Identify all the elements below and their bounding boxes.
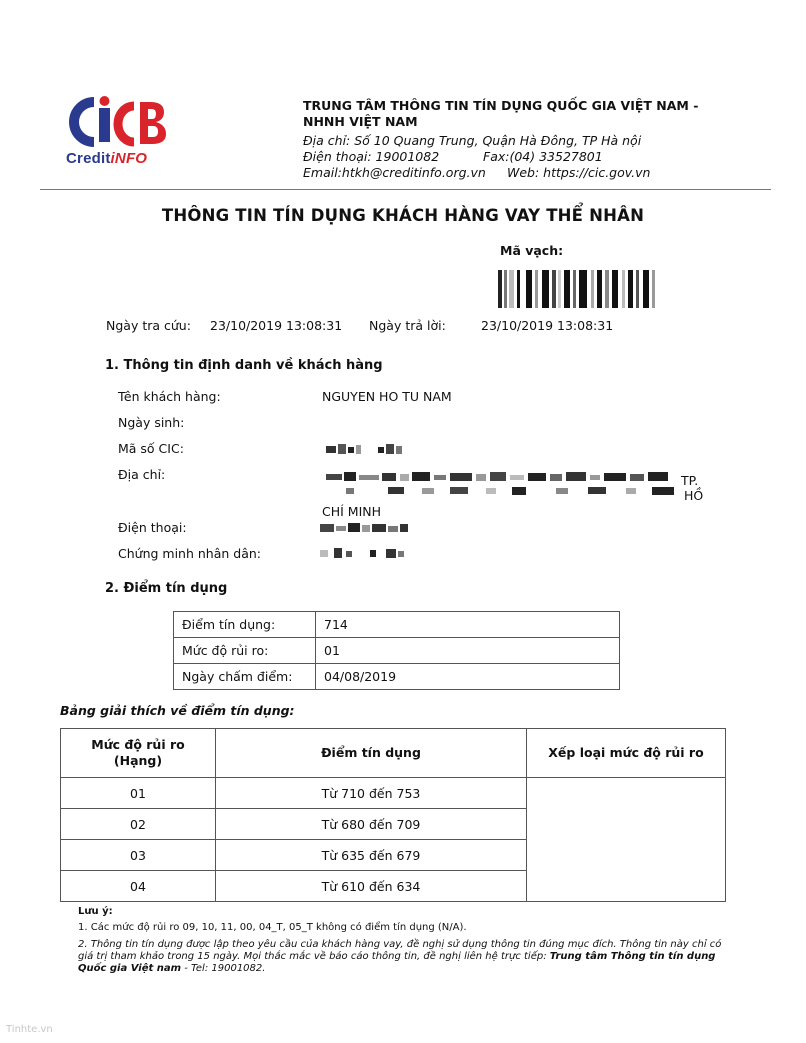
org-web: Web: https://cic.gov.vn [507,165,651,180]
header-risk-class: Xếp loại mức độ rủi ro [527,729,726,778]
address-redacted [326,472,676,498]
legend-range: Từ 635 đến 679 [216,840,527,871]
score-date-value: 04/08/2019 [316,664,620,690]
risk-level-value: 01 [316,638,620,664]
legend-level: 01 [61,778,216,809]
watermark: Tinhte.vn [6,1024,53,1035]
org-fax: Fax:(04) 33527801 [483,149,603,164]
address-tail-1: TP. [681,473,699,488]
address-tail-2: HỒ [684,488,704,503]
address-tail-3: CHÍ MINH [322,504,382,519]
legend-range: Từ 680 đến 709 [216,809,527,840]
lookup-date-value: 23/10/2019 13:08:31 [210,318,343,333]
legend-risk-class-cell [527,778,726,902]
legend-level: 04 [61,871,216,902]
header-score: Điểm tín dụng [216,729,527,778]
legend-table [60,728,726,902]
barcode [498,270,656,308]
id-card-label: Chứng minh nhân dân: [118,546,261,561]
cic-code-redacted [326,444,416,456]
risk-level-label: Mức độ rủi ro: [174,638,316,664]
reply-date-label: Ngày trả lời: [369,318,446,333]
section-identity-title: 1. Thông tin định danh về khách hàng [105,358,383,373]
table-row [174,612,620,638]
header-risk-level: Mức độ rủi ro (Hạng) [61,729,216,778]
lookup-date-label: Ngày tra cứu: [106,318,191,333]
section-score-title: 2. Điểm tín dụng [105,581,228,596]
table-row [174,638,620,664]
note-2-org: Trung tâm Thông tin tín dụng Quốc gia Việt nam [78,951,716,974]
score-table [173,611,620,690]
legend-range: Từ 610 đến 634 [216,871,527,902]
customer-name-label: Tên khách hàng: [118,389,221,404]
org-phone: Điện thoại: 19001082 [303,149,440,164]
score-value: 714 [316,612,620,638]
org-address: Địa chỉ: Số 10 Quang Trung, Quận Hà Đông, TP Hà nội [303,133,642,148]
phone-label: Điện thoại: [118,520,187,535]
legend-header-row [61,729,726,778]
score-date-label: Ngày chấm điểm: [174,664,316,690]
score-label: Điểm tín dụng: [174,612,316,638]
org-name: TRUNG TÂM THÔNG TIN TÍN DỤNG QUỐC GIA VIỆT NAM - NHNH VIỆT NAM [303,98,699,129]
note-2-text: 2. Thông tin tín dụng được lập theo yêu cầu của khách hàng vay, đề nghị sử dụng thông tin đúng mục đích. Thông tin này chỉ có giá trị tham khảo trong 15 ngày. Mọi thắc mắc về báo cáo thông tin, đề nghị liên hệ trực tiếp: [78,939,722,962]
org-email: Email:htkh@creditinfo.org.vn [303,165,486,180]
dob-label: Ngày sinh: [118,415,185,430]
legend-range: Từ 710 đến 753 [216,778,527,809]
creditinfo-wordmark: CreditiNFO [66,150,148,167]
document-title: THÔNG TIN TÍN DỤNG KHÁCH HÀNG VAY THỂ NHÂN [161,206,645,225]
note-1: 1. Các mức độ rủi ro 09, 10, 11, 00, 04_T, 05_T không có điểm tín dụng (N/A). [78,922,467,933]
note-2-tel: - Tel: 19001082. [181,963,266,974]
table-row [174,664,620,690]
cic-code-label: Mã số CIC: [118,441,184,456]
address-label: Địa chỉ: [118,467,166,482]
notes-heading: Lưu ý: [78,906,113,917]
legend-title: Bảng giải thích về điểm tín dụng: [60,703,295,718]
header-divider [40,189,771,190]
reply-date-value: 23/10/2019 13:08:31 [481,318,614,333]
id-card-redacted [320,548,410,560]
table-row [61,778,726,809]
legend-level: 02 [61,809,216,840]
legend-level: 03 [61,840,216,871]
customer-name-value: NGUYEN HO TU NAM [322,389,452,404]
barcode-label: Mã vạch: [500,243,564,258]
phone-redacted [320,523,410,535]
note-2 [78,939,738,975]
